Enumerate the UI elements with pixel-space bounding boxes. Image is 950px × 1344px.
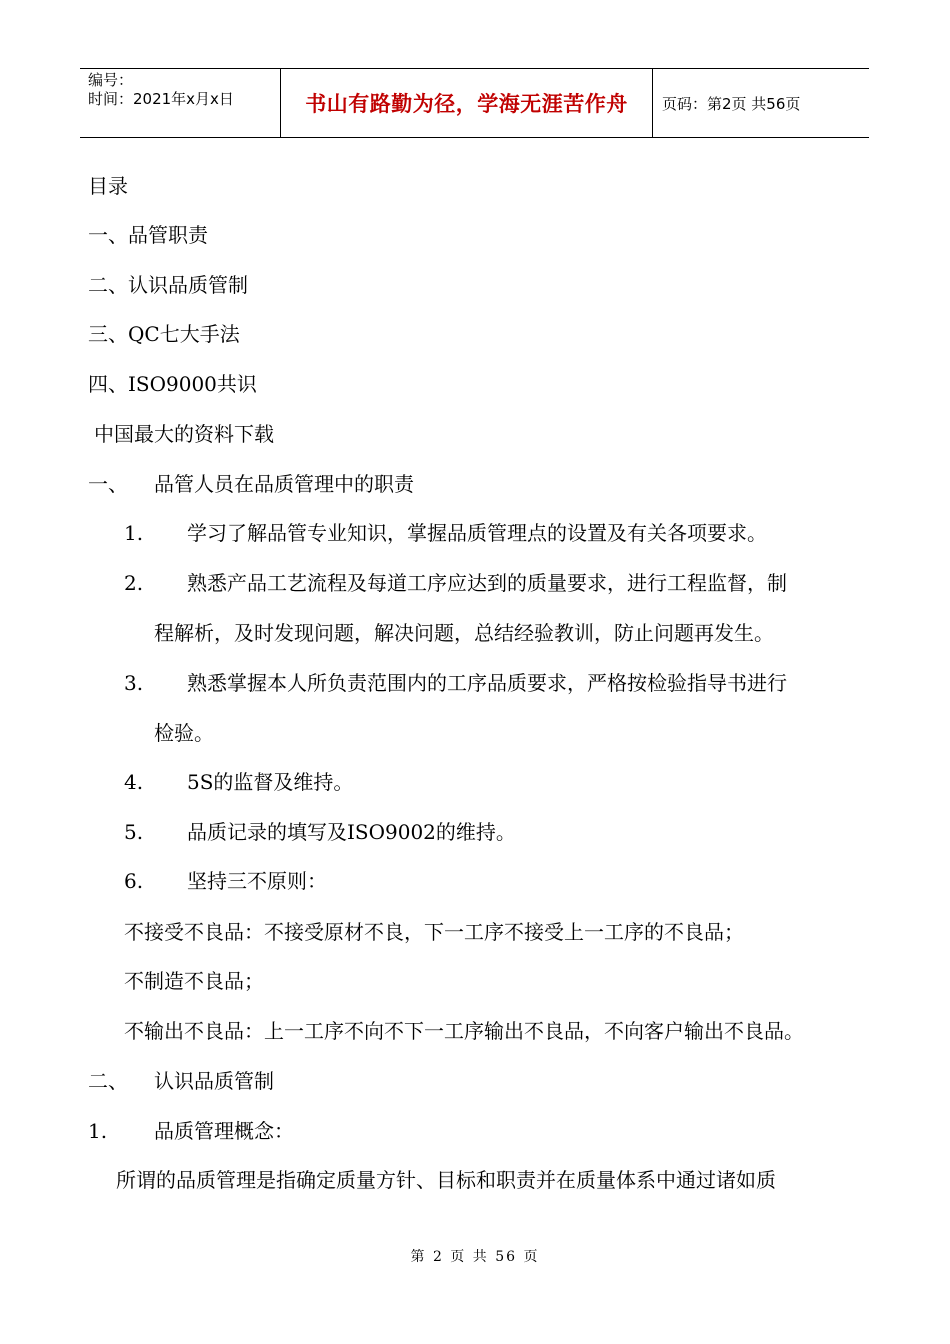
paragraph-text: 所谓的品质管理是指确定质量方针、目标和职责并在质量体系中通过诸如质 — [116, 1168, 776, 1192]
header-page-cell — [653, 69, 869, 137]
principle-line: 不接受不良品：不接受原材不良，下一工序不接受上一工序的不良品； — [124, 920, 744, 944]
list-number: 1. — [88, 1119, 108, 1143]
page-header — [80, 68, 869, 138]
page-footer: 第 2 页 共 56 页 — [410, 1249, 540, 1265]
list-item-text-cont: 检验。 — [154, 721, 214, 745]
list-number: 4. — [124, 770, 144, 794]
toc-item: 四、ISO9000共识 — [88, 372, 257, 396]
principle-line: 不制造不良品； — [124, 969, 264, 993]
section-title: 认识品质管制 — [154, 1069, 274, 1093]
section-title: 品管人员在品质管理中的职责 — [154, 472, 414, 496]
section-marker: 二、 — [88, 1069, 128, 1093]
list-item-text: 5S的监督及维持。 — [187, 770, 354, 794]
list-item-text: 熟悉产品工艺流程及每道工序应达到的质量要求，进行工程监督，制 — [187, 571, 787, 595]
list-number: 6. — [124, 869, 144, 893]
header-page-info: 页码：第2页 共56页 — [662, 94, 801, 113]
list-number: 2. — [124, 571, 144, 595]
list-item-text: 坚持三不原则： — [187, 869, 327, 893]
toc-item: 三、QC七大手法 — [88, 322, 240, 346]
list-number: 3. — [124, 671, 144, 695]
list-item-text: 品质记录的填写及ISO9002的维持。 — [187, 820, 516, 844]
header-motto: 书山有路勤为径，学海无涯苦作舟 — [305, 92, 628, 116]
toc-title: 目录 — [88, 174, 128, 198]
number-label: 编号： — [88, 71, 134, 89]
header-meta — [80, 69, 281, 137]
time-label: 时间：2021年x月x日 — [88, 90, 234, 108]
toc-item: 二、认识品质管制 — [88, 273, 248, 297]
list-number: 1. — [124, 521, 144, 545]
list-item-text: 熟悉掌握本人所负责范围内的工序品质要求，严格按检验指导书进行 — [187, 671, 787, 695]
header-motto-cell — [281, 69, 653, 137]
site-line: 中国最大的资料下载 — [94, 422, 274, 446]
principle-line: 不输出不良品：上一工序不向不下一工序输出不良品，不向客户输出不良品。 — [124, 1019, 804, 1043]
list-item-text: 学习了解品管专业知识，掌握品质管理点的设置及有关各项要求。 — [187, 521, 767, 545]
list-item-text-cont: 程解析，及时发现问题，解决问题，总结经验教训，防止问题再发生。 — [154, 621, 774, 645]
section-marker: 一、 — [88, 472, 128, 496]
toc-item: 一、品管职责 — [88, 223, 208, 247]
list-number: 5. — [124, 820, 144, 844]
subsection-title: 品质管理概念： — [154, 1119, 294, 1143]
